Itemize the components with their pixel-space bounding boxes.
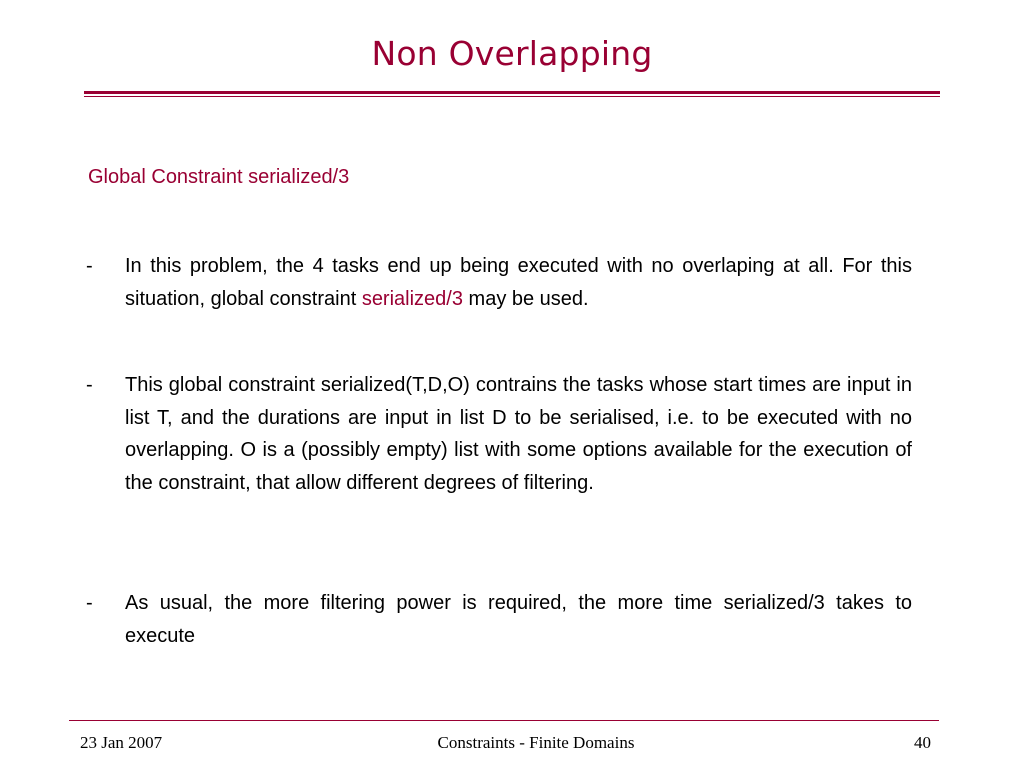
bullet-text-after: may be used. bbox=[462, 287, 589, 310]
footer-date: 23 Jan 2007 bbox=[80, 733, 163, 752]
footer-course: Constraints - Finite Domains bbox=[437, 733, 635, 752]
title-divider-thick bbox=[84, 91, 940, 94]
bullet-text: This global constraint serialized(T,D,O) contrains the tasks whose start times are input in list T, and the durations are input in list D to be serialised, i.e. to be executed with no overlapping. O is a (possibly empty) list with some options available for the execution of the constraint, that allow different degrees of filtering. bbox=[125, 374, 912, 494]
bullet-text bbox=[125, 250, 912, 315]
bullet-marker: - bbox=[86, 374, 93, 396]
slide-subtitle: Global Constraint serialized/3 bbox=[88, 166, 350, 188]
slide-title: Non Overlapping bbox=[371, 34, 653, 73]
bullet-item bbox=[86, 587, 912, 652]
bullet-item bbox=[86, 250, 912, 315]
bullet-marker: - bbox=[86, 255, 93, 277]
bullet-highlight: serialized/3 bbox=[361, 287, 463, 310]
bullet-text: As usual, the more filtering power is required, the more time serialized/3 takes to execute bbox=[125, 592, 912, 647]
bullet-text-before: In this problem, the 4 tasks end up being executed with no overlaping at all. For this situation, global constraint bbox=[125, 255, 912, 310]
title-divider-thin bbox=[84, 96, 940, 97]
bullet-marker: - bbox=[86, 592, 93, 614]
bullet-item bbox=[86, 369, 912, 499]
footer-divider bbox=[69, 720, 939, 721]
footer-page-number: 40 bbox=[914, 733, 931, 752]
